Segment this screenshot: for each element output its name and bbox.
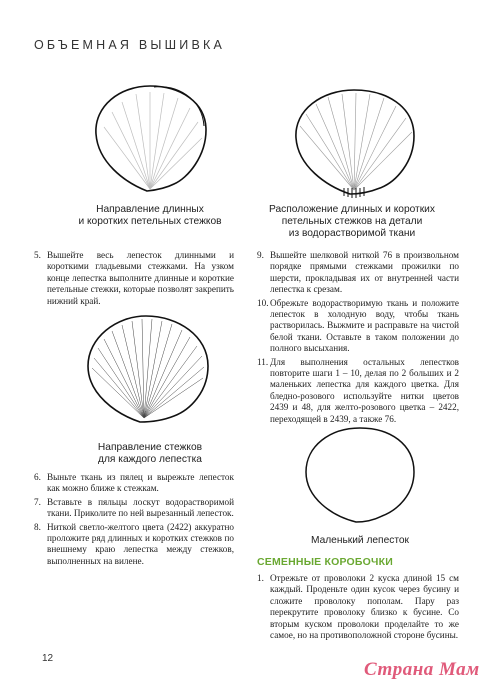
- petal-dense-illustration: [80, 310, 216, 430]
- caption-fig1: Направление длинных и коротких петельных стежков: [78, 204, 222, 227]
- figure-petal-on-soluble-fabric: [288, 84, 422, 204]
- page-number: 12: [42, 653, 54, 664]
- petal-illustration: [84, 72, 214, 202]
- figure-petal-stitch-direction-each: [80, 310, 216, 430]
- instruction-list-section: [257, 573, 459, 643]
- small-petal-outline: [298, 422, 422, 530]
- list-item: 5. Вышейте весь лепесток длинными и короткими гладьевыми стежками. На узком конце лепестка выполните длинные и короткие петельные стежки, которые позволят закрепить нижний край.: [34, 250, 234, 306]
- caption-fig3: Направление стежков для каждого лепестка: [97, 442, 203, 465]
- list-item: 10. Обрежьте водорастворимую ткань и положите лепесток в холодную воду, чтобы ткань растворилась. Выжмите и расправьте на чистой белой ткани. Оставьте в таком положении до полного высыхания.: [257, 297, 459, 354]
- figure-small-petal: [298, 422, 422, 530]
- list-item: 9. Вышейте шелковой ниткой 76 в произвольном порядке прямыми стежками прожилки по шерсти, прокладывая их от внутренней части лепестка к срезам.: [257, 250, 459, 295]
- petal-outline-illustration: [288, 84, 422, 204]
- figure-petal-stitch-direction: [84, 72, 214, 202]
- section-title: СЕМЕННЫЕ КОРОБОЧКИ: [257, 556, 393, 568]
- caption-fig2: Расположение длинных и коротких петельных стежков на детали из водорастворимой ткани: [269, 204, 435, 239]
- list-item: 6. Выньте ткань из пялец и вырежьте лепесток как можно ближе к стежкам.: [34, 472, 234, 494]
- list-item: 11. Для выполнения остальных лепестков повторите шаги 1 – 10, делая по 2 больших и 2 маленьких лепестка для каждого цветка. Для бледно-розового используйте нитки цветов 2439 и 48, для желто-розового цветка – 2422, переходящей в 2439, а также 76.: [257, 356, 459, 424]
- instruction-list-right: [257, 250, 459, 427]
- caption-fig4: Маленький лепесток: [310, 535, 410, 546]
- instruction-list-left-a: [34, 250, 234, 309]
- site-watermark: Страна Мам: [364, 659, 480, 680]
- list-item: 8. Ниткой светло-желтого цвета (2422) аккуратно проложите ряд длинных и коротких стежков по внешнему краю лепестка между стежков, выполненных на вилене.: [34, 521, 234, 566]
- page-header: ОБЪЕМНАЯ ВЫШИВКА: [34, 38, 226, 52]
- list-item: 1. Отрежьте от проволоки 2 куска длиной 15 см каждый. Проденьте один кусок через бусину и сложите проволоку пополам. Пару раз перекрутите проволоку близко к бусине. Со вторым куском проволоки проделайте то же самое, но на противоположной стороне бусины.: [257, 573, 459, 641]
- instruction-list-left-b: [34, 472, 234, 569]
- list-item: 7. Вставьте в пяльцы лоскут водорастворимой ткани. Приколите по ней вырезанный лепесток.: [34, 496, 234, 519]
